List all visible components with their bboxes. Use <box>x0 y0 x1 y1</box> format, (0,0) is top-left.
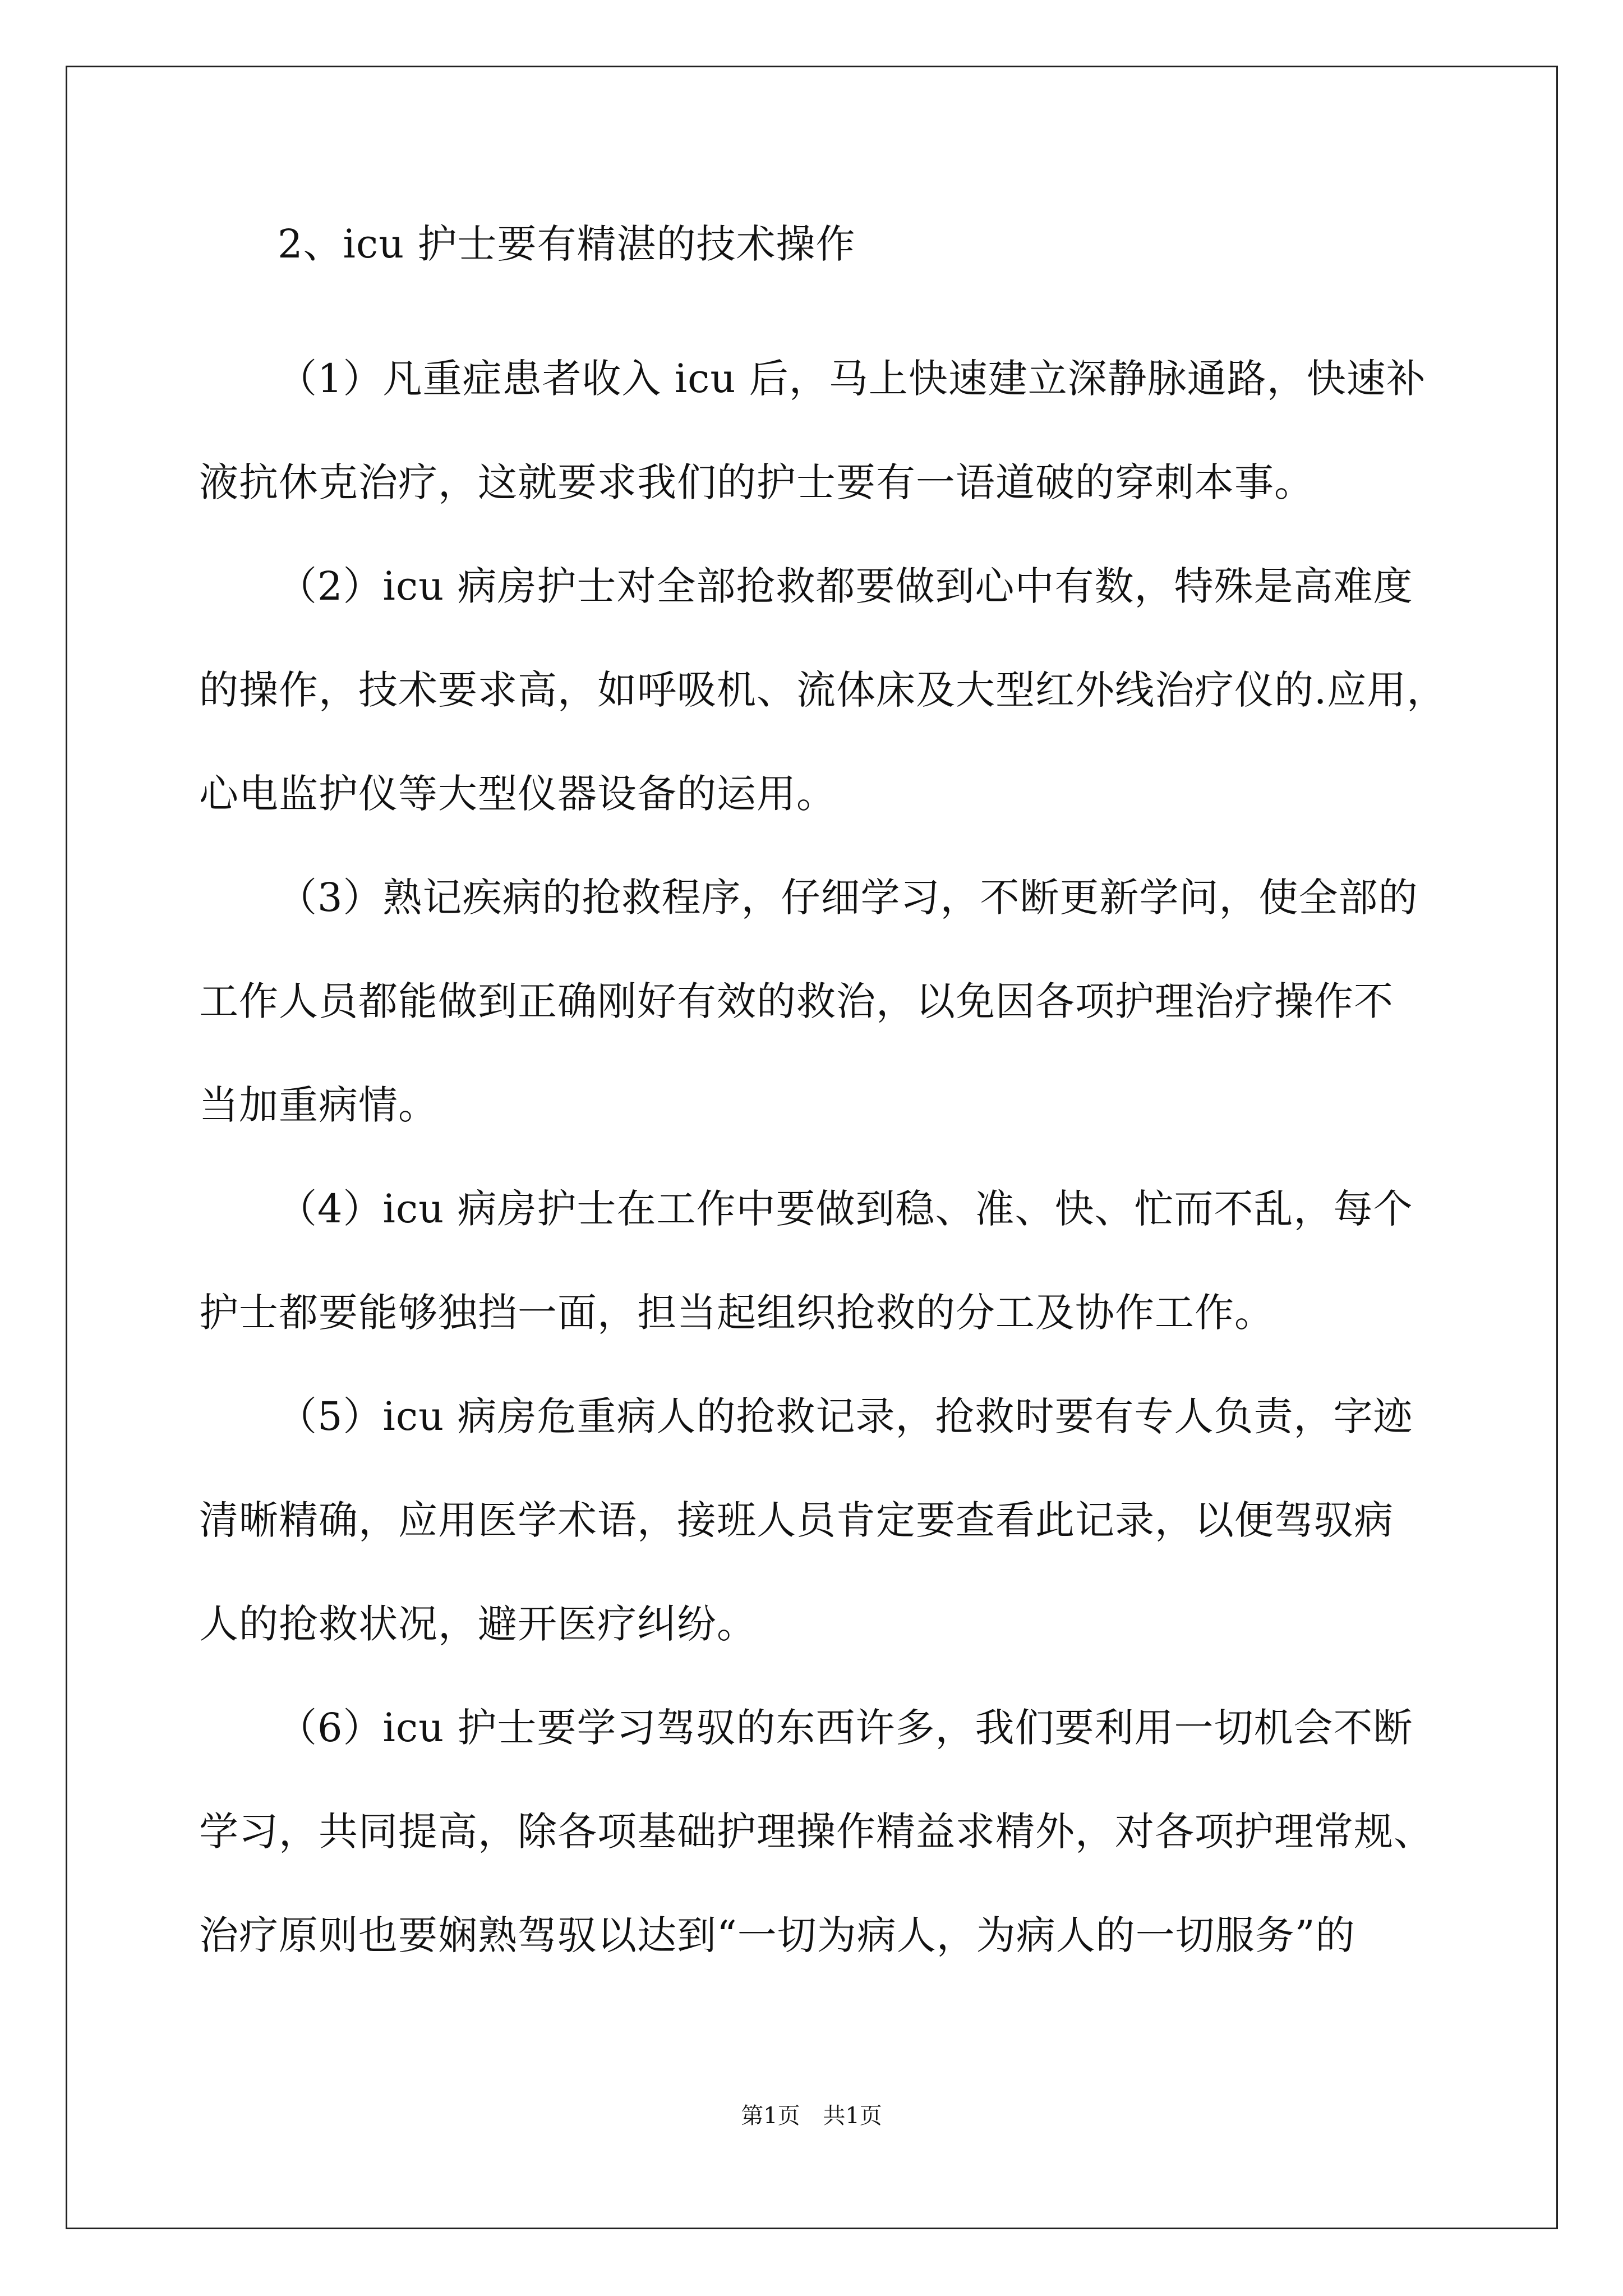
paragraph-1-line-1: （1）凡重症患者收入 icu 后，马上快速建立深静脉通路，快速补 <box>278 356 1426 402</box>
paragraph-4-line-1: （4）icu 病房护士在工作中要做到稳、准、快、忙而不乱，每个 <box>278 1186 1413 1232</box>
paragraph-5-line-3: 人的抢救状况，避开医疗纠纷。 <box>199 1601 757 1647</box>
paragraph-2-line-1: （2）icu 病房护士对全部抢救都要做到心中有数，特殊是高难度 <box>278 563 1413 609</box>
paragraph-2-line-3: 心电监护仪等大型仪器设备的运用。 <box>199 771 836 817</box>
paragraph-3-line-3: 当加重病情。 <box>199 1082 438 1128</box>
paragraph-3-line-2: 工作人员都能做到正确刚好有效的救治，以免因各项护理治疗操作不 <box>199 978 1394 1024</box>
paragraph-2-line-2: 的操作，技术要求高，如呼吸机、流体床及大型红外线治疗仪的.应用， <box>199 667 1447 713</box>
section-heading: 2、icu 护士要有精湛的技术操作 <box>278 221 856 267</box>
paragraph-5-line-1: （5）icu 病房危重病人的抢救记录，抢救时要有专人负责，字迹 <box>278 1393 1413 1439</box>
paragraph-5-line-2: 清晰精确，应用医学术语，接班人员肯定要查看此记录，以便驾驭病 <box>199 1497 1394 1543</box>
page-footer <box>0 2105 1623 2127</box>
paragraph-6-line-2: 学习，共同提高，除各项基础护理操作精益求精外，对各项护理常规、 <box>199 1809 1433 1855</box>
paragraph-6-line-3: 治疗原则也要娴熟驾驭以达到“一切为病人，为病人的一切服务”的 <box>199 1912 1355 1958</box>
paragraph-1-line-2: 液抗休克治疗，这就要求我们的护士要有一语道破的穿刺本事。 <box>199 459 1314 505</box>
total-pages: 共1页 <box>823 2103 882 2129</box>
page-number: 第1页 <box>741 2103 800 2129</box>
paragraph-3-line-1: （3）熟记疾病的抢救程序，仔细学习，不断更新学问，使全部的 <box>278 875 1418 921</box>
paragraph-6-line-1: （6）icu 护士要学习驾驭的东西许多，我们要利用一切机会不断 <box>278 1705 1413 1751</box>
paragraph-4-line-2: 护士都要能够独挡一面，担当起组织抢救的分工及协作工作。 <box>199 1290 1274 1336</box>
